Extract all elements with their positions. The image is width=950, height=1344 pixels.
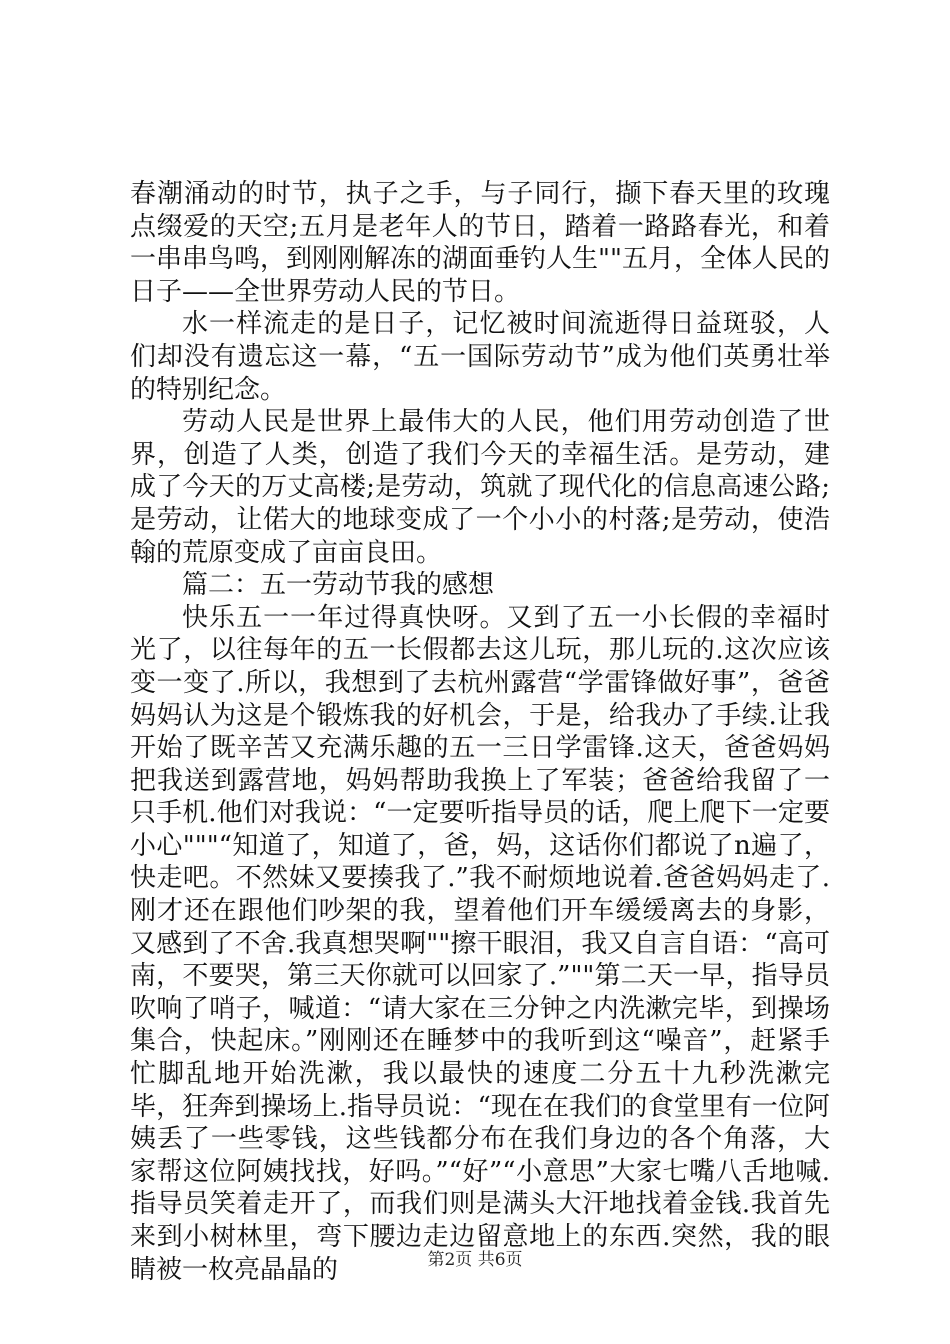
- section-heading: 篇二：五一劳动节我的感想: [182, 570, 495, 601]
- document-body: [130, 178, 830, 1286]
- page-footer: 第2页 共6页: [427, 1250, 523, 1270]
- paragraph-memory: 水一样流走的是日子，记忆被时间流逝得日益斑驳，人们却没有遗忘这一幕，“五一国际劳动节”成为他们英勇壮举的特别纪念。: [130, 309, 830, 405]
- paragraph-continuation: 春潮涌动的时节，执子之手，与子同行，撷下春天里的玫瑰点缀爱的天空;五月是老年人的节日，踏着一路路春光，和着一串串鸟鸣，到刚刚解冻的湖面垂钓人生""五月，全体人民的日子——全世界劳动人民的节日。: [130, 179, 830, 307]
- paragraph-labor-praise: 劳动人民是世界上最伟大的人民，他们用劳动创造了世界，创造了人类，创造了我们今天的幸福生活。是劳动，建成了今天的万丈高楼;是劳动，筑就了现代化的信息高速公路;是劳动，让偌大的地球变成了一个小小的村落;是劳动，使浩翰的荒原变成了亩亩良田。: [130, 407, 830, 568]
- paragraph-story: 快乐五一一年过得真快呀。又到了五一小长假的幸福时光了，以往每年的五一长假都去这儿玩，那儿玩的.这次应该变一变了.所以，我想到了去杭州露营“学雷锋做好事”，爸爸妈妈认为这是个锻炼我的好机会，于是，给我办了手续.让我开始了既辛苦又充满乐趣的五一三日学雷锋.这天，爸爸妈妈把我送到露营地，妈妈帮助我换上了军装；爸爸给我留了一只手机.他们对我说：“一定要听指导员的话，爬上爬下一定要小心"""“知道了，知道了，爸，妈，这话你们都说了n遍了，快走吧。不然妹又要揍我了.”我不耐烦地说着.爸爸妈妈走了.刚才还在跟他们吵架的我，望着他们开车缓缓离去的身影，又感到了不舍.我真想哭啊""擦干眼泪，我又自言自语：“高可南，不要哭，第三天你就可以回家了.”""第二天一早，指导员吹响了哨子，喊道：“请大家在三分钟之内洗漱完毕，到操场集合，快起床。”刚刚还在睡梦中的我听到这“噪音”，赶紧手忙脚乱地开始洗漱，我以最快的速度二分五十九秒洗漱完毕，狂奔到操场上.指导员说：“现在在我们的食堂里有一位阿姨丢了一些零钱，这些钱都分布在我们身边的各个角落，大家帮这位阿姨找找，好吗。”“好”“小意思”大家七嘴八舌地喊.指导员笑着走开了，而我们则是满头大汗地找着金钱.我首先来到小树林里，弯下腰边走边留意地上的东西.突然，我的眼睛被一枚亮晶晶的: [130, 602, 830, 1285]
